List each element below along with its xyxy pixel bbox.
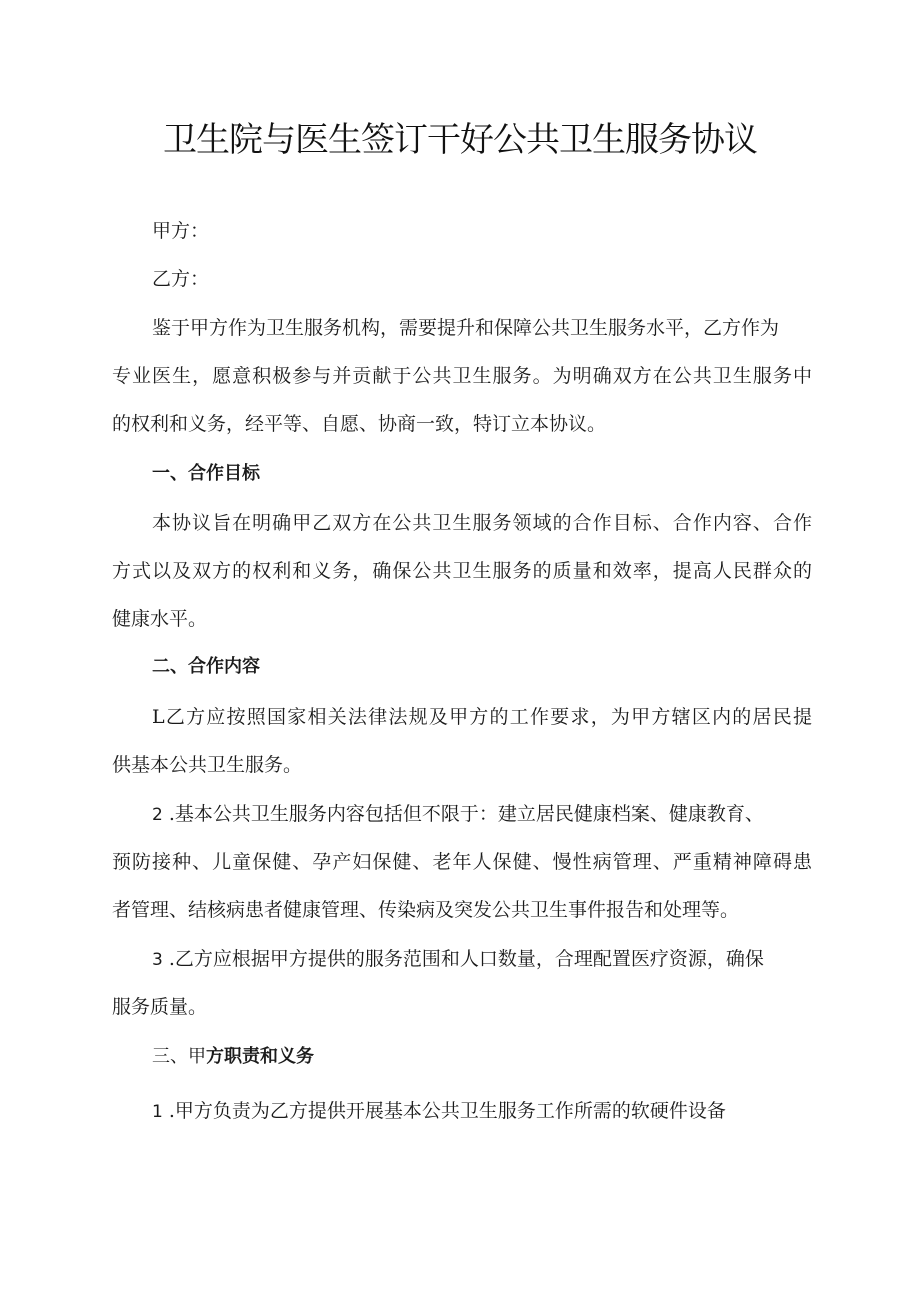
section-3-item-1-text: .甲方负责为乙方提供开展基本公共卫生服务工作所需的软硬件设备 [168,1100,726,1122]
party-b-label: 乙方： [152,268,210,290]
section-2-heading: 二、合作内容 [152,656,260,677]
section-2-item-2-line-1 [152,799,812,830]
intro-line-2: 专业医生，愿意积极参与并贡献于公共卫生服务。为明确双方在公共卫生服务中 [112,365,812,387]
party-a-label: 甲方： [152,220,210,242]
document-title: 卫生院与医生签订干好公共卫生服务协议 [163,120,757,160]
section-3-item-1-line-1 [152,1096,812,1127]
section-2-item-1-line-1: L乙方应按照国家相关法律法规及甲方的工作要求，为甲方辖区内的居民提 [152,706,812,728]
section-2-item-3-line-1 [152,944,812,975]
section-2-item-3-number: 3 [152,950,163,970]
section-2-item-1-line-2: 供基本公共卫生服务。 [112,754,303,776]
section-1-line-2: 方式以及双方的权利和义务，确保公共卫生服务的质量和效率，提高人民群众的 [112,560,812,582]
section-2-item-2-line-3: 者管理、结核病患者健康管理、传染病及突发公共卫生事件报告和处理等。 [112,899,740,921]
section-2-item-2-number: 2 [152,805,163,825]
section-3-heading-rest: 方职责和义务 [206,1046,314,1067]
section-2-item-2-text: .基本公共卫生服务内容包括但不限于：建立居民健康档案、健康教育、 [168,803,764,825]
section-1-line-1: 本协议旨在明确甲乙双方在公共卫生服务领域的合作目标、合作内容、合作 [152,512,812,534]
section-3-heading [152,1042,852,1072]
section-1-line-3: 健康水平。 [112,608,208,630]
intro-line-3: 的权利和义务，经平等、自愿、协商一致，特订立本协议。 [112,413,607,435]
section-2-item-3-line-2: 服务质量。 [112,996,208,1018]
section-3-item-1-number: 1 [152,1102,163,1122]
section-1-heading: 一、合作目标 [152,463,260,484]
section-2-item-2-line-2: 预防接种、儿童保健、孕产妇保健、老年人保健、慢性病管理、严重精神障碍患 [112,851,812,873]
section-2-item-3-text: .乙方应根据甲方提供的服务范围和人口数量，合理配置医疗资源，确保 [168,948,764,970]
section-3-heading-prefix: 三、甲 [152,1046,206,1067]
intro-line-1: 鉴于甲方作为卫生服务机构，需要提升和保障公共卫生服务水平，乙方作为 [152,317,780,339]
